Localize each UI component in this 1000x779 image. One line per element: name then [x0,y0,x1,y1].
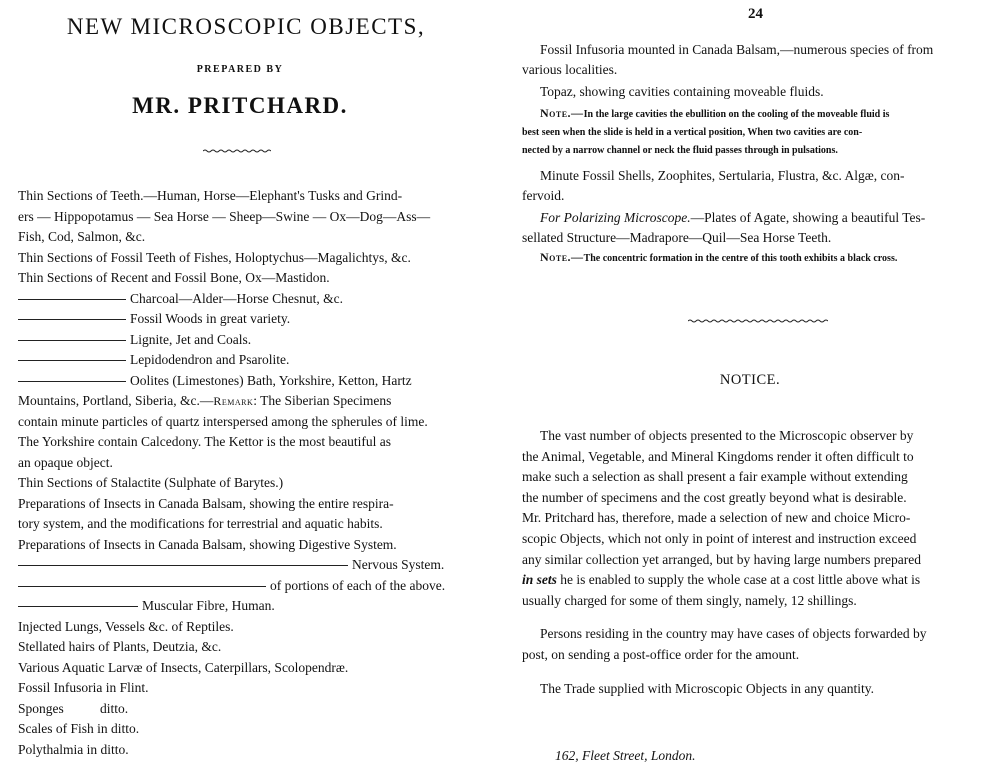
ditto-dash [18,381,126,382]
list-item: Polythalmia in ditto. [18,741,129,757]
address: 162, Fleet Street, London. [555,748,696,763]
catalogue-list [18,186,478,760]
list-item: Minute Fossil Shells, Zoophites, Sertularia, Flustra, &c. Algæ, con- [540,168,905,183]
remark-label: Remark [213,394,254,408]
note: Note.—In the large cavities the ebullition on the cooling of the moveable fluid is [540,106,890,120]
list-item: Charcoal—Alder—Horse Chesnut, &c. [18,289,478,310]
prepared-by-line: PREPARED BY [196,64,284,75]
list-item: Topaz, showing cavities containing moveable fluids. [540,84,824,99]
list-item: The Yorkshire contain Calcedony. The Kettor is the most beautiful as [18,434,392,449]
page-number: 24 [748,6,763,22]
author-name: MR. PRITCHARD. [132,93,348,118]
right-page [500,0,1000,779]
list-item: Thin Sections of Fossil Teeth of Fishes, Holoptychus—Magalichtys, &c. [18,249,411,265]
list-item: Fossil Infusoria in Flint. [18,680,149,695]
ditto-dash [18,565,348,566]
list-item: Scales of Fish in ditto. [18,721,140,736]
list-item: an opaque object. [18,454,113,470]
list-item: of portions of each of the above. [18,576,478,597]
ditto-dash [18,360,126,361]
in-sets-emphasis: in sets [522,572,557,588]
list-item: Injected Lungs, Vessels &c. of Reptiles. [18,618,234,634]
list-item: tory system, and the modifications for terrestrial and aquatic habits. [18,516,383,531]
list-item: Thin Sections of Stalactite (Sulphate of Barytes.) [18,475,284,490]
list-item: Thin Sections of Recent and Fossil Bone, Ox—Mastidon. [18,270,330,285]
list-item: Sponges ditto. [18,700,129,716]
note-line: nected by a narrow channel or neck the fluid passes through in pulsations. [522,145,838,156]
list-item: Fossil Woods in great variety. [18,309,478,330]
list-item: Preparations of Insects in Canada Balsam, showing the entire respira- [18,495,394,511]
notice-paragraph: The vast number of objects presented to the Microscopic observer by the Animal, Vegetable, and Mineral Kingdoms render it often difficult to make such a selection as shall present a fair example without extending the number of specimens and the cost greatly beyond what is desirable. Mr. Pritchard has, therefore, made a selection of new and choice Micro- scopic Objects, which not only in point of interest and instruction exceed any similar collection yet arranged, but by having large numbers prepared in sets he is enabled to supply the whole case at a cost little above what is usually charged for some of them singly, namely, 12 shillings. [522,428,921,608]
list-item: Various Aquatic Larvæ of Insects, Caterpillars, Scolopendræ. [18,659,349,675]
ditto-dash [18,340,126,341]
page-title: NEW MICROSCOPIC OBJECTS, [66,14,426,39]
note: Note.—The concentric formation in the centre of this tooth exhibits a black cross. [540,250,898,264]
list-item: Lignite, Jet and Coals. [18,330,478,351]
list-item: For Polarizing Microscope.—Plates of Agate, showing a beautiful Tes- [540,210,926,225]
list-item: Mountains, Portland, Siberia, &c.—Remark: The Siberian Specimens [18,393,392,408]
list-item: ers — Hippopotamus — Sea Horse — Sheep—Swine — Ox—Dog—Ass— [18,208,431,224]
ditto-dash [18,299,126,300]
notice-paragraph: The Trade supplied with Microscopic Objects in any quantity. [540,681,874,696]
list-item: contain minute particles of quartz interspersed among the spherules of lime. [18,413,428,429]
ditto-dash [18,586,266,587]
list-item: Fossil Infusoria mounted in Canada Balsam,—numerous species of from [540,42,934,57]
note-label: Note.— [540,106,584,120]
ornamental-rule [203,149,271,153]
ditto-dash [18,319,126,320]
list-item: Thin Sections of Teeth.—Human, Horse—Elephant's Tusks and Grind- [18,188,403,203]
polarizing-heading: For Polarizing Microscope. [540,210,691,225]
list-item: Stellated hairs of Plants, Deutzia, &c. [18,639,222,654]
list-item: Lepidodendron and Psarolite. [18,350,478,371]
note-line: best seen when the slide is held in a vertical position, When two cavities are con- [522,127,863,138]
list-item: Nervous System. [18,555,478,576]
note-label: Note.— [540,250,584,264]
ditto-dash [18,606,138,607]
list-item: Muscular Fibre, Human. [18,596,478,617]
list-item: various localities. [522,62,618,77]
ornamental-rule [688,319,828,323]
notice-heading: NOTICE. [719,372,781,388]
catalogue-continued [522,40,992,268]
list-item: Preparations of Insects in Canada Balsam, showing Digestive System. [18,536,397,552]
list-item: fervoid. [522,188,565,203]
notice-paragraph: Persons residing in the country may have cases of objects forwarded by post, on sending a post-office order for the amount. [522,626,927,662]
list-item: sellated Structure—Madrapore—Quil—Sea Horse Teeth. [522,230,832,245]
list-item: Fish, Cod, Salmon, &c. [18,229,146,244]
left-page [0,0,492,779]
list-item: Oolites (Limestones) Bath, Yorkshire, Ketton, Hartz [18,371,478,392]
